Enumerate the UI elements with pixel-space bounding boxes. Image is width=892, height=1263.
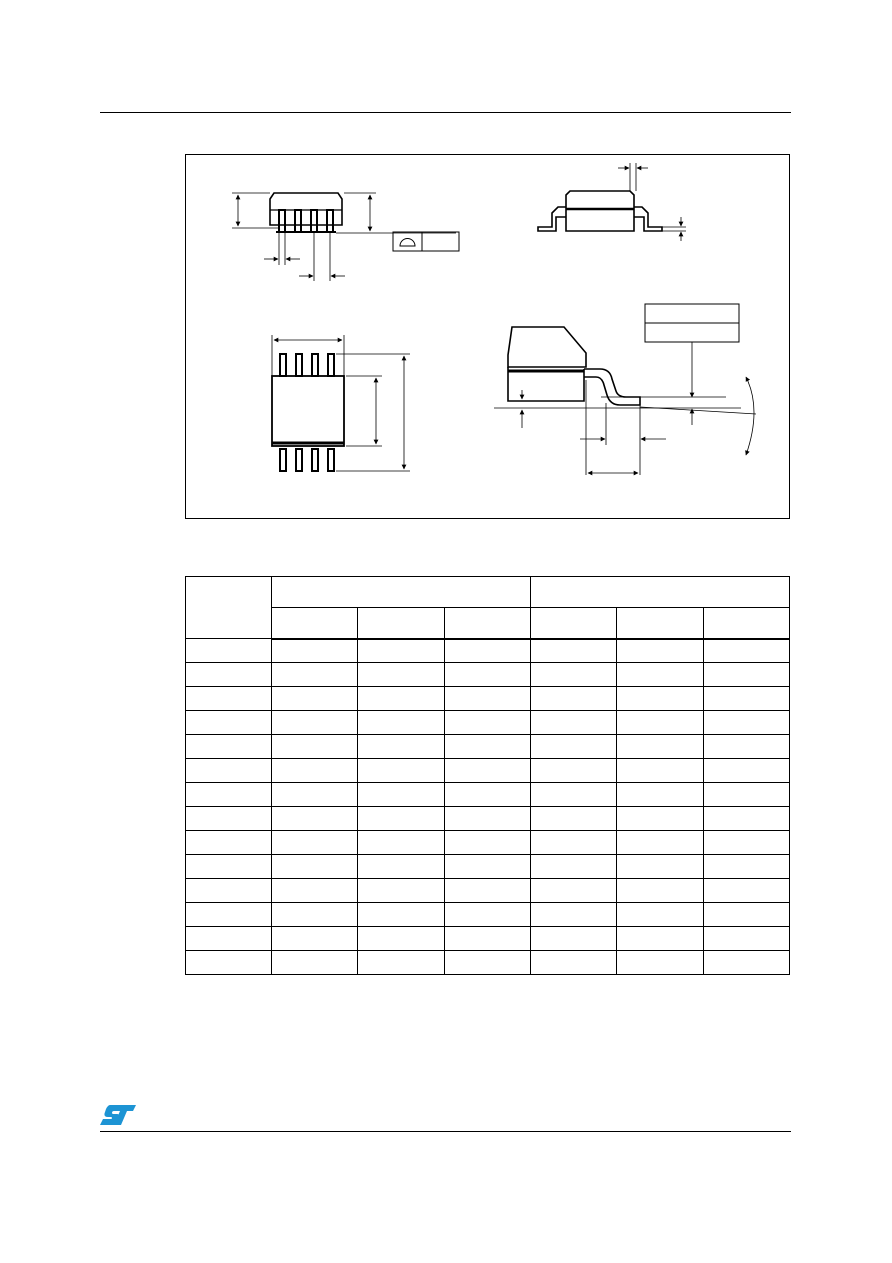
table-row xyxy=(186,735,790,759)
dim-value-cell xyxy=(530,855,616,879)
dim-symbol-cell xyxy=(186,831,272,855)
dim-value-cell xyxy=(358,807,444,831)
dim-value-cell xyxy=(444,639,530,663)
dim-symbol-cell xyxy=(186,759,272,783)
subheader xyxy=(530,608,616,639)
dim-value-cell xyxy=(530,807,616,831)
dim-symbol-cell xyxy=(186,807,272,831)
dim-value-cell xyxy=(617,879,703,903)
subheader xyxy=(272,608,358,639)
dim-value-cell xyxy=(358,735,444,759)
dim-value-cell xyxy=(617,735,703,759)
dim-value-cell xyxy=(444,663,530,687)
dim-symbol-cell xyxy=(186,783,272,807)
dim-value-cell xyxy=(617,639,703,663)
dim-value-cell xyxy=(358,663,444,687)
package-outline-svg xyxy=(186,155,791,520)
dim-value-cell xyxy=(530,639,616,663)
dim-value-cell xyxy=(530,663,616,687)
dim-symbol-cell xyxy=(186,879,272,903)
dim-value-cell xyxy=(444,711,530,735)
dim-value-cell xyxy=(272,831,358,855)
dim-value-cell xyxy=(703,735,789,759)
side-view xyxy=(232,193,459,281)
dim-value-cell xyxy=(703,663,789,687)
dim-value-cell xyxy=(617,663,703,687)
dim-symbol-cell xyxy=(186,735,272,759)
dim-value-cell xyxy=(358,831,444,855)
table-row xyxy=(186,879,790,903)
dim-value-cell xyxy=(530,735,616,759)
dim-value-cell xyxy=(444,855,530,879)
dim-value-cell xyxy=(703,951,789,975)
dim-value-cell xyxy=(703,807,789,831)
dim-value-cell xyxy=(530,903,616,927)
table-row xyxy=(186,687,790,711)
dim-value-cell xyxy=(358,783,444,807)
dim-value-cell xyxy=(444,951,530,975)
dim-symbol-cell xyxy=(186,639,272,663)
dim-value-cell xyxy=(530,951,616,975)
table-row xyxy=(186,759,790,783)
dim-value-cell xyxy=(358,711,444,735)
dim-value-cell xyxy=(444,807,530,831)
subheader xyxy=(703,608,789,639)
dim-symbol-cell xyxy=(186,927,272,951)
dim-symbol-cell xyxy=(186,711,272,735)
dim-value-cell xyxy=(617,927,703,951)
dim-value-cell xyxy=(703,711,789,735)
dim-value-cell xyxy=(703,879,789,903)
subheader xyxy=(444,608,530,639)
dim-value-cell xyxy=(530,687,616,711)
dim-value-cell xyxy=(617,783,703,807)
dim-value-cell xyxy=(617,831,703,855)
header-group-mm xyxy=(272,577,531,608)
dim-value-cell xyxy=(358,879,444,903)
dim-value-cell xyxy=(530,759,616,783)
header-group-inch xyxy=(530,577,789,608)
dim-value-cell xyxy=(272,783,358,807)
dim-value-cell xyxy=(444,783,530,807)
dim-value-cell xyxy=(703,639,789,663)
dim-value-cell xyxy=(617,855,703,879)
dim-value-cell xyxy=(444,903,530,927)
dim-value-cell xyxy=(358,687,444,711)
st-logo-icon xyxy=(100,1104,136,1126)
dimensions-table xyxy=(185,576,790,975)
dim-value-cell xyxy=(272,639,358,663)
table-row xyxy=(186,951,790,975)
dim-value-cell xyxy=(617,759,703,783)
top-view xyxy=(272,335,410,471)
table-row xyxy=(186,831,790,855)
dim-value-cell xyxy=(358,927,444,951)
dim-value-cell xyxy=(444,927,530,951)
dim-header xyxy=(186,577,272,639)
dim-symbol-cell xyxy=(186,855,272,879)
table-body xyxy=(186,639,790,975)
dim-value-cell xyxy=(703,687,789,711)
dim-value-cell xyxy=(703,783,789,807)
table-row xyxy=(186,711,790,735)
dim-value-cell xyxy=(530,879,616,903)
dim-value-cell xyxy=(358,759,444,783)
dim-value-cell xyxy=(703,855,789,879)
dim-symbol-cell xyxy=(186,951,272,975)
dim-value-cell xyxy=(272,927,358,951)
dim-value-cell xyxy=(272,735,358,759)
dim-value-cell xyxy=(444,735,530,759)
table-row xyxy=(186,639,790,663)
dim-value-cell xyxy=(272,951,358,975)
dim-value-cell xyxy=(530,783,616,807)
table-row xyxy=(186,927,790,951)
dim-value-cell xyxy=(530,831,616,855)
dim-value-cell xyxy=(703,831,789,855)
dim-value-cell xyxy=(617,711,703,735)
lead-detail xyxy=(494,304,756,475)
dim-value-cell xyxy=(272,687,358,711)
dim-value-cell xyxy=(358,951,444,975)
table-row xyxy=(186,855,790,879)
dim-value-cell xyxy=(444,879,530,903)
dim-value-cell xyxy=(617,951,703,975)
dim-value-cell xyxy=(530,711,616,735)
dim-symbol-cell xyxy=(186,687,272,711)
table-row xyxy=(186,783,790,807)
dim-value-cell xyxy=(272,879,358,903)
header-rule xyxy=(100,112,791,113)
dim-value-cell xyxy=(703,927,789,951)
dim-value-cell xyxy=(703,903,789,927)
dim-value-cell xyxy=(444,831,530,855)
dim-value-cell xyxy=(703,759,789,783)
dim-value-cell xyxy=(272,663,358,687)
end-view xyxy=(538,163,686,241)
dim-value-cell xyxy=(617,903,703,927)
dim-symbol-cell xyxy=(186,903,272,927)
dim-value-cell xyxy=(444,687,530,711)
dim-value-cell xyxy=(272,855,358,879)
package-drawing xyxy=(185,154,790,519)
dim-value-cell xyxy=(617,687,703,711)
dim-value-cell xyxy=(530,927,616,951)
dim-value-cell xyxy=(358,903,444,927)
dim-value-cell xyxy=(358,639,444,663)
footer-rule xyxy=(100,1131,791,1132)
dim-value-cell xyxy=(358,855,444,879)
dim-value-cell xyxy=(272,807,358,831)
table-row xyxy=(186,663,790,687)
dim-value-cell xyxy=(272,903,358,927)
table-row xyxy=(186,807,790,831)
dim-value-cell xyxy=(444,759,530,783)
dim-value-cell xyxy=(272,759,358,783)
table-row xyxy=(186,903,790,927)
dim-value-cell xyxy=(617,807,703,831)
dim-value-cell xyxy=(272,711,358,735)
subheader xyxy=(358,608,444,639)
dim-symbol-cell xyxy=(186,663,272,687)
subheader xyxy=(617,608,703,639)
